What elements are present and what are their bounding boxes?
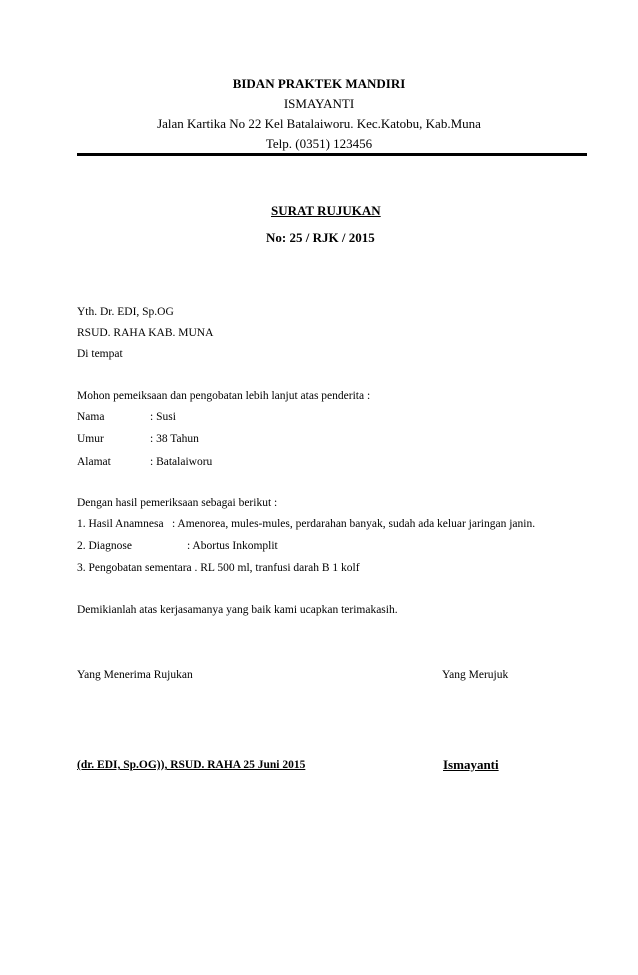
patient-age-label: Umur — [77, 433, 104, 445]
letter-number: No: 25 / RJK / 2015 — [266, 230, 375, 245]
practice-name: BIDAN PRAKTEK MANDIRI — [232, 76, 406, 91]
anamnesis-label: 1. Hasil Anamnesa — [77, 518, 164, 530]
referrer-label: Yang Merujuk — [442, 669, 509, 681]
patient-name-value: : Susi — [150, 411, 176, 423]
closing-text: Demikianlah atas kerjasamanya yang baik kami ucapkan terimakasih. — [77, 604, 398, 616]
letterhead-divider — [77, 153, 587, 156]
patient-address-label: Alamat — [77, 456, 111, 468]
recipient-location: Di tempat — [77, 348, 123, 360]
diagnosis-value: : Abortus Inkomplit — [187, 540, 278, 552]
patient-address-value: : Batalaiworu — [150, 456, 213, 468]
midwife-name: ISMAYANTI — [283, 96, 355, 111]
anamnesis-value: : Amenorea, mules-mules, perdarahan banyak, sudah ada keluar jaringan janin. — [172, 518, 536, 530]
patient-name-label: Nama — [77, 411, 105, 423]
recipient-hospital: RSUD. RAHA KAB. MUNA — [77, 327, 214, 339]
exam-intro: Dengan hasil pemeriksaan sebagai berikut : — [77, 497, 278, 509]
patient-age-value: : 38 Tahun — [150, 433, 199, 445]
receiver-label: Yang Menerima Rujukan — [77, 669, 193, 681]
recipient-doctor: Yth. Dr. EDI, Sp.OG — [77, 306, 174, 318]
receiver-name: (dr. EDI, Sp.OG)), RSUD. RAHA 25 Juni 2015 — [77, 759, 306, 771]
practice-phone: Telp. (0351) 123456 — [265, 136, 373, 151]
request-intro: Mohon pemeiksaan dan pengobatan lebih lanjut atas penderita : — [77, 390, 371, 402]
treatment-line: 3. Pengobatan sementara . RL 500 ml, tranfusi darah B 1 kolf — [77, 562, 360, 574]
letter-title: SURAT RUJUKAN — [271, 203, 381, 218]
referrer-name: Ismayanti — [443, 757, 499, 772]
diagnosis-label: 2. Diagnose — [77, 540, 132, 552]
practice-address: Jalan Kartika No 22 Kel Batalaiworu. Kec.Katobu, Kab.Muna — [157, 116, 481, 131]
